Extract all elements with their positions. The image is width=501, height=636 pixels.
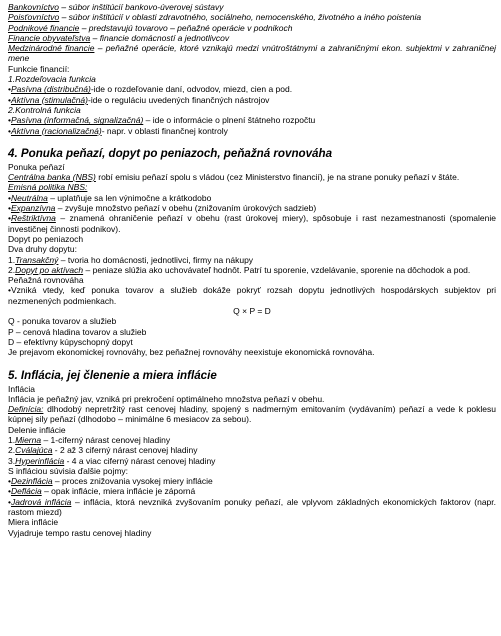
paragraph: Definícia: dlhodobý nepretržitý rast cenovej hladiny, spojený s nadmerným emitovaním (vydávaním) peňazí a vede k poklesu kúpnej sily peňazí (dlhodobo – minimálne 6 mesiacov za sebou). — [8, 404, 496, 425]
subheading: Delenie inflácie — [8, 424, 66, 435]
text-line: Poisťovníctvo – súbor inštitúcií v oblasti zdravotného, sociálneho, nemocenského, životného a iného poistenia — [8, 12, 422, 23]
subheading: Ponuka peňazí — [8, 161, 65, 172]
equation: Q × P = D — [233, 306, 271, 317]
list-item: 1.Mierna – 1-ciferný nárast cenovej hladiny — [8, 434, 171, 445]
subheading: Emisná politika NBS: — [8, 182, 88, 193]
list-item: •Aktívna (racionalizačná)- napr. v oblasti finančnej kontroly — [8, 125, 228, 136]
list-item: •Pasívna (distribučná)-ide o rozdeľovanie daní, odvodov, miezd, cien a pod. — [8, 84, 293, 95]
section-heading: 4. Ponuka peňazí, dopyt po peniazoch, peňažná rovnováha — [8, 146, 333, 160]
list-item: •Neutrálna – uplatňuje sa len výnimočne a krátkodobo — [8, 192, 212, 203]
text-line: Je prejavom ekonomickej rovnováhy, bez peňažnej rovnováhy neexistuje ekonomická rovnováha. — [8, 347, 375, 358]
subheading: Inflácia — [8, 383, 35, 394]
list-item: P – cenová hladina tovarov a služieb — [8, 326, 147, 337]
subheading: Funkcie financií: — [8, 63, 70, 74]
list-item: 2.Dopyt po aktívach – peniaze slúžia ako uchovávateľ hodnôt. Patrí tu sporenie, vzdelávanie, sporenie na dôchodok a pod. — [8, 264, 471, 275]
list-item: D – efektívny kúpyschopný dopyt — [8, 336, 133, 347]
text-line: Medzinárodné financie – peňažné operácie, ktoré vznikajú medzi vnútroštátnymi a zahraničnými ekon. subjektmi v zahraničnej mene — [8, 43, 496, 64]
list-item: •Reštriktívna – znamená ohraničenie peňazí v obehu (rast úrokovej miery), spôsobuje i rast nezamestnanosti (spomalenie investičnej činnosti podnikov). — [8, 213, 496, 234]
text-line: Dva druhy dopytu: — [8, 244, 77, 255]
list-item: 1.Rozdeľovacia funkcia — [8, 74, 96, 85]
text-line: S infláciou súvisia ďalšie pojmy: — [8, 465, 129, 476]
list-item: 2.Cválajúca - 2 až 3 ciferný nárast cenovej hladiny — [8, 445, 198, 456]
paragraph: Centrálna banka (NBS) robí emisiu peňazí spolu s vládou (cez Ministerstvo financií), je na strane ponuky peňazí v štáte. — [8, 172, 460, 183]
text-line: Bankovníctvo – súbor inštitúcií bankovo-úverovej sústavy — [8, 2, 224, 12]
list-item: •Deflácia – opak inflácie, miera inflácie je záporná — [8, 486, 196, 497]
list-item: •Dezinflácia – proces znižovania vysokej miery inflácie — [8, 476, 213, 487]
list-item: •Pasívna (informačná, signalizačná) – ide o informácie o plnení štátneho rozpočtu — [8, 115, 316, 126]
list-item: •Expanzívna – zvyšuje množstvo peňazí v obehu (znižovaním úrokových sadzieb) — [8, 203, 317, 214]
list-item: 3.Hyperinflácia - 4 a viac ciferný nárast cenovej hladiny — [8, 455, 216, 466]
text-line: Vyjadruje tempo rastu cenovej hladiny — [8, 527, 152, 538]
paragraph: •Vzniká vtedy, keď ponuka tovarov a služieb dokáže pokryť rozsah dopytu jednotlivých hospodárskych subjektov pri nezmenených podmienkach. — [8, 285, 496, 306]
list-item: •Aktívna (stimulačná)-ide o reguláciu uvedených finančných nástrojov — [8, 94, 270, 105]
document-page — [8, 2, 496, 538]
subheading: Peňažná rovnováha — [8, 275, 84, 286]
list-item: •Jadrová inflácia – inflácia, ktorá nevzniká zvyšovaním ponuky peňazí, ale vplyvom základných ekonomických faktorov (napr. rastom miezd) — [8, 496, 497, 518]
text-line: Financie obyvateľstva – financie domácností a jednotlivcov — [8, 32, 230, 43]
section-heading: 5. Inflácia, jej členenie a miera inflácie — [8, 368, 217, 382]
list-item: 2.Kontrolná funkcia — [8, 104, 81, 115]
text-line: Podnikové financie – predstavujú tovarovo – peňažné operácie v podnikoch — [8, 22, 293, 33]
text-line: Inflácia je peňažný jav, vzniká pri prekročení optimálneho množstva peňazí v obehu. — [8, 393, 325, 404]
list-item: 1.Transakčný – tvoria ho domácnosti, jednotlivci, firmy na nákupy — [8, 254, 254, 265]
subheading: Miera inflácie — [8, 517, 59, 528]
list-item: Q - ponuka tovarov a služieb — [8, 316, 117, 327]
subheading: Dopyt po peniazoch — [8, 233, 84, 244]
